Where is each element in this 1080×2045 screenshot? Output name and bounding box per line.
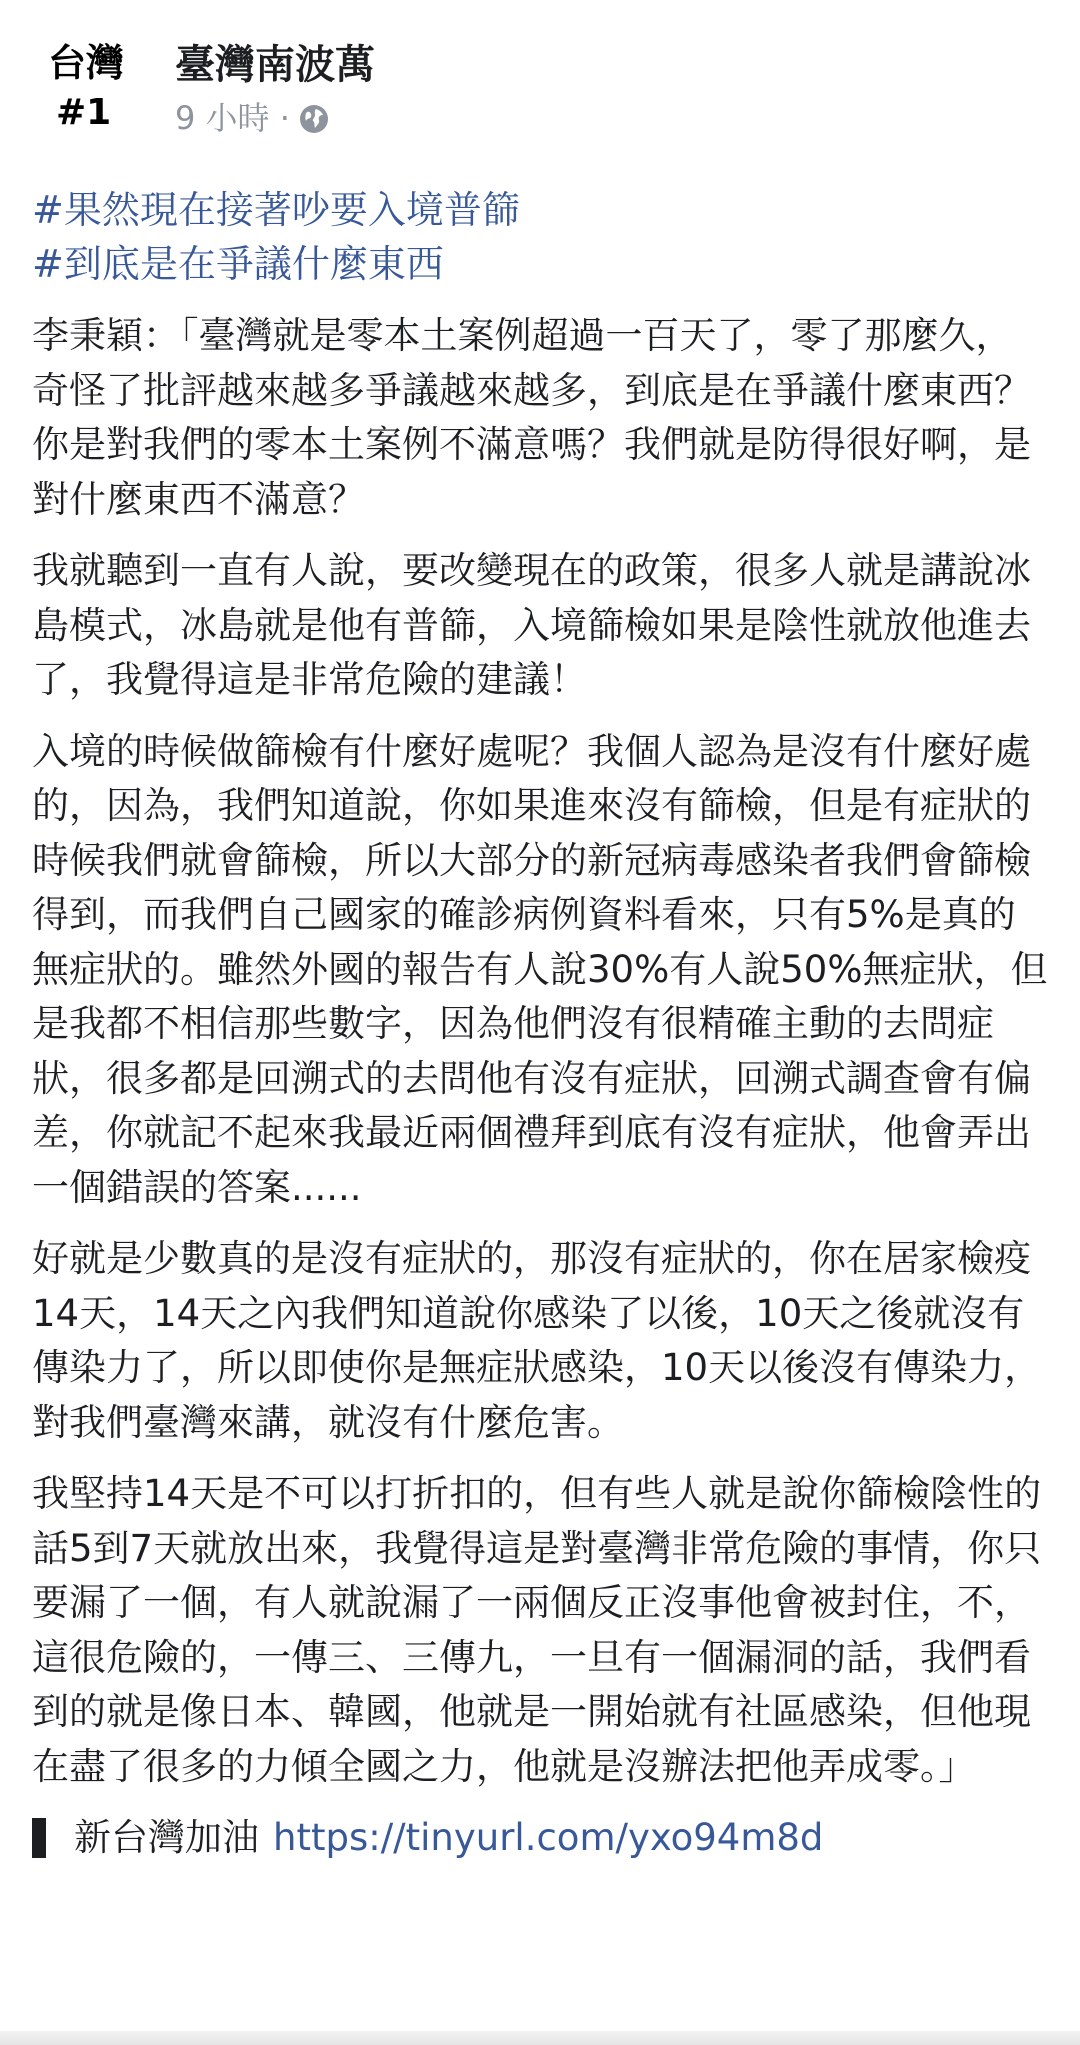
post-paragraph: 李秉穎：「臺灣就是零本土案例超過一百天了，零了那麼久，奇怪了批評越來越多爭議越來越多，到底是在爭議什麼東西？你是對我們的零本土案例不滿意嗎？我們就是防得很好啊，是對什麼東西不滿意？ [32,314,1031,521]
external-link[interactable]: https://tinyurl.com/yxo94m8d [273,1816,824,1859]
avatar-text-line1: 台灣 [48,41,125,85]
post-body [32,183,1048,1865]
globe-icon [298,102,330,134]
hashtag-link[interactable]: #到底是在爭議什麼東西 [32,242,444,286]
post-meta [175,96,330,140]
post-header [0,0,1080,150]
post-timestamp[interactable]: 9 小時 · [175,99,290,137]
hashtag-list [32,183,1048,291]
avatar-text-line2: #1 [56,92,112,133]
post-paragraph: 我堅持14天是不可以打折扣的，但有些人就是說你篩檢陰性的話5到7天就放出來，我覺得這是對臺灣非常危險的事情，你只要漏了一個，有人就說漏了一兩個反正沒事他會被封住，不，這很危險的，一傳三、三傳九，一旦有一個漏洞的話，我們看到的就是像日本、韓國，他就是一開始就有社區感染，但他現在盡了很多的力傾全國之力，他就是沒辦法把他弄成零。」 [32,1472,1042,1788]
bottom-divider [0,2031,1080,2045]
post-paragraph: 我就聽到一直有人說，要改變現在的政策，很多人就是講說冰島模式，冰島就是他有普篩，入境篩檢如果是陰性就放他進去了，我覺得這是非常危險的建議！ [32,549,1031,701]
post-paragraph: 好就是少數真的是沒有症狀的，那沒有症狀的，你在居家檢疫14天，14天之內我們知道說你感染了以後，10天之後就沒有傳染力了，所以即使你是無症狀感染，10天以後沒有傳染力，對我們臺灣來講，就沒有什麼危害。 [32,1237,1042,1444]
page-name[interactable]: 臺灣南波萬 [175,42,375,88]
avatar[interactable] [48,38,168,142]
link-row [32,1811,1048,1865]
hashtag-link[interactable]: #果然現在接著吵要入境普篩 [32,188,520,232]
bar-icon [32,1818,46,1858]
post-paragraph: 入境的時候做篩檢有什麼好處呢？我個人認為是沒有什麼好處的，因為，我們知道說，你如果進來沒有篩檢，但是有症狀的時候我們就會篩檢，所以大部分的新冠病毒感染者我們會篩檢得到，而我們自己國家的確診病例資料看來，只有5%是真的無症狀的。雖然外國的報告有人說30%有人說50%無症狀，但是我都不相信那些數字，因為他們沒有很精確主動的去問症狀，很多都是回溯式的去問他有沒有症狀，回溯式調查會有偏差，你就記不起來我最近兩個禮拜到底有沒有症狀，他會弄出一個錯誤的答案...... [32,729,1048,1209]
link-prefix: 新台灣加油 [74,1816,259,1859]
